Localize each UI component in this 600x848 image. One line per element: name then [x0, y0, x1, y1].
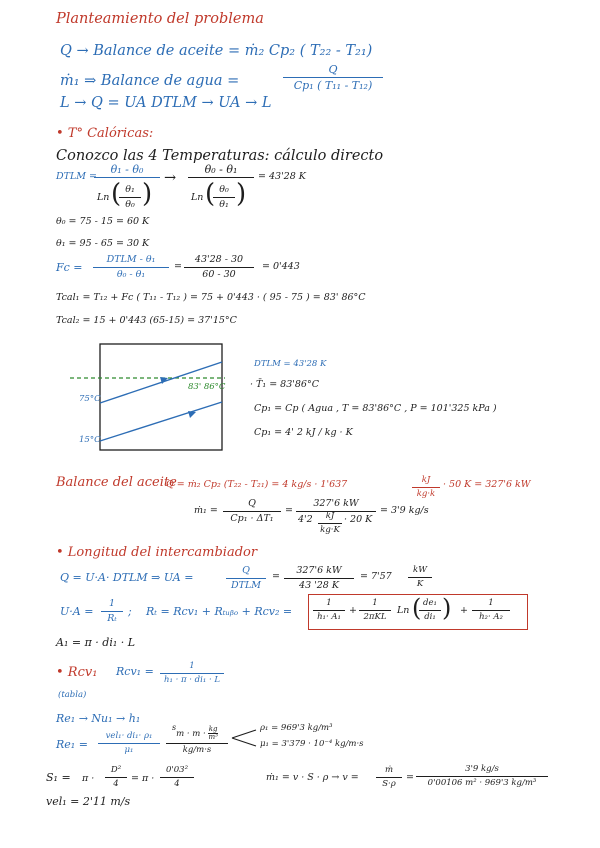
dtlm-frac-2-num: θ₀ - θ₁: [204, 163, 238, 176]
box-plus-1: +: [349, 605, 357, 616]
dtlm-ln-1: Ln: [97, 192, 110, 203]
m1-equals: =: [285, 505, 293, 516]
dtlm-result: = 43'28 K: [258, 171, 306, 182]
dtlm-label: DTLM =: [56, 171, 97, 182]
dtlm-frac-1-num: θ₁ - θ₀: [110, 163, 144, 176]
re-nu-h-chain: Re₁ → Nu₁ → h₁: [56, 712, 141, 725]
re1-units-kg: kg: [208, 725, 218, 733]
mdot-line: ṁ₁ = v · S · ρ → v =: [266, 772, 359, 783]
title-planteamiento: Planteamiento del problema: [56, 11, 264, 27]
box-term-1: [313, 599, 345, 621]
diagram-cp1-value: Cp₁ = 4' 2 kJ / kg · K: [254, 427, 353, 438]
m1-den-unit: [318, 512, 342, 534]
dtlm-inner-frac-1-num: θ₁: [125, 184, 135, 195]
dtlm-frac-1-bar: [94, 177, 160, 178]
line-balance-agua: ṁ₁ ⇒ Balance de agua =: [60, 73, 240, 89]
vel1: vel₁ = 2'11 m/s: [46, 795, 131, 808]
m1-den-4-2: 4'2: [298, 514, 313, 525]
title-longitud: • Longitud del intercambiador: [56, 545, 258, 560]
re1-units-s: s: [172, 723, 177, 732]
title-rcv1: • Rcv₁: [56, 665, 98, 680]
dtlm-paren-open-2: (: [205, 179, 216, 209]
tcal-2: Tcal₂ = 15 + 0'443 (65-15) = 37'15°C: [56, 315, 237, 326]
fc-frac-2: [184, 255, 254, 279]
m1-frac-1-den: Cp₁ · ΔT₁: [230, 512, 274, 524]
m1-frac-1-num: Q: [248, 498, 256, 509]
fc-equals: =: [174, 261, 182, 272]
re1-units-mm: m · m ·: [176, 729, 206, 739]
s1-label: S₁ =: [46, 771, 71, 784]
line-balance-aceite-pre: Q → Balance de aceite =: [60, 43, 241, 59]
dtlm-inner-frac-2-num: θ₀: [219, 184, 229, 195]
re1-frac: [98, 732, 160, 754]
mu1: μ₁ = 3'379 · 10⁻⁴ kg/m·s: [260, 739, 364, 749]
dtlm-inner-frac-1-den: θ₀: [125, 198, 135, 210]
cold-stream-arrow-icon: [188, 411, 196, 418]
dtlm-paren-open-1: (: [111, 179, 122, 209]
balance-aceite-result: · 50 K = 327'6 kW: [443, 479, 531, 490]
m1-label: ṁ₁ =: [194, 505, 218, 516]
re1-units-m3: m³: [208, 733, 218, 741]
frac-num: Q: [328, 63, 338, 76]
box-ln: Ln: [397, 605, 410, 616]
ua-line: Q = U·A· DTLM ⇒ UA =: [60, 571, 194, 584]
re1-frac-den: μ₁: [124, 744, 134, 755]
dtlm-frac-2: [188, 164, 254, 178]
dtlm-inner-frac-2-den: θ₁: [219, 198, 229, 210]
diagram-t1: · T̄₁ = 83'86°C: [250, 379, 319, 390]
mdot-frac-2-den: 0'00106 m² · 969'3 kg/m³: [427, 777, 537, 788]
s1-mid: = π ·: [131, 773, 155, 784]
fc-frac-1-den: θ₀ - θ₁: [116, 268, 146, 280]
fc-result: = 0'443: [262, 261, 300, 272]
frac-den: Cp₁ ( T₁₁ - T₁₂): [293, 79, 373, 92]
re1-frac-num: vel₁· di₁· ρ₁: [105, 731, 153, 741]
line-balance-aceite-eq: ṁ₂ Cp₂ ( T₂₂ - T₂₁): [244, 43, 373, 59]
dtlm-inner-frac-2: [213, 185, 235, 209]
theta-1: θ₁ = 95 - 65 = 30 K: [56, 238, 150, 249]
ua-result-unit: [408, 566, 432, 588]
cold-stream-line: [100, 402, 222, 441]
box-term-3-num: 1: [488, 598, 494, 608]
line-balance-aceite: [60, 44, 372, 59]
ua-equals: =: [272, 571, 280, 582]
rt-sum: Rₜ = Rcv₁ + Rₜᵤᵦₒ + Rcv₂ =: [146, 605, 293, 618]
line-longitud: L → Q = UA DTLM → UA → L: [60, 95, 272, 111]
fc-frac-2-den: 60 - 30: [202, 268, 236, 280]
ua-rt-frac-num: 1: [108, 598, 116, 609]
theta-0: θ₀ = 75 - 15 = 60 K: [56, 216, 150, 227]
s1-frac-2: [160, 766, 194, 788]
box-term-1-num: 1: [326, 598, 332, 608]
diagram-dtlm: DTLM = 43'28 K: [254, 359, 327, 369]
area-a1: A₁ = π · di₁ · L: [56, 636, 136, 649]
ua-rt-frac: [101, 599, 123, 623]
re1-units-den: kg/m·s: [182, 745, 212, 755]
fc-frac-1-num: DTLM - θ₁: [106, 254, 156, 265]
ua-frac-2-num: 327'6 kW: [296, 565, 342, 576]
box-term-2: [359, 599, 391, 621]
dtlm-paren-close-2: ): [236, 179, 247, 209]
box-ln-frac-num: de₁: [423, 598, 437, 608]
ua-frac-1-den: DTLM: [231, 579, 261, 591]
re1-label: Re₁ =: [56, 738, 88, 751]
diagram-label-75: 75°C: [79, 394, 101, 404]
box-paren-open: (: [412, 594, 422, 622]
fc-frac-2-num: 43'28 - 30: [194, 254, 244, 265]
ua-result: = 7'57: [360, 571, 392, 582]
balance-aceite-unit-den: kg·k: [416, 488, 436, 499]
tcal-1: Tcal₁ = T₁₂ + Fc ( T₁₁ - T₁₂ ) = 75 + 0'443 · ( 95 - 75 ) = 83' 86°C: [56, 292, 366, 303]
fc-label: Fc =: [56, 261, 83, 274]
m1-den-unit-num: kJ: [325, 511, 335, 521]
mdot-frac-1: [376, 766, 402, 788]
m1-frac-2: [296, 499, 376, 512]
box-term-3-den: h₂· A₂: [479, 611, 503, 622]
diagram-label-15: 15°C: [79, 435, 101, 445]
s1-frac-1-den: 4: [113, 778, 119, 789]
ua-frac-1-num: Q: [242, 565, 250, 576]
mdot-equals: =: [406, 772, 414, 783]
fc-frac-1: [93, 255, 169, 279]
s1-frac-2-den: 4: [174, 778, 180, 789]
dtlm-ln-2: Ln: [191, 192, 204, 203]
mdot-frac-2-num: 3'9 kg/s: [465, 764, 499, 774]
title-temp-caloricas: • T° Calóricas:: [56, 126, 154, 141]
box-ln-frac: [419, 599, 441, 621]
dtlm-frac-1: [94, 164, 160, 178]
s1-frac-1-num: D²: [110, 765, 122, 775]
box-term-2-den: 2πKL: [363, 611, 387, 622]
rcv1-frac-num: 1: [189, 661, 195, 671]
line-conozco: Conozco las 4 Temperaturas: cálculo directo: [56, 148, 384, 164]
balance-aceite-eq: Q = ṁ₂ Cp₂ (T₂₂ - T₂₁) = 4 kg/s · 1'637: [166, 479, 348, 490]
frac-balance-agua: [283, 64, 383, 91]
m1-frac-1: [223, 499, 281, 523]
rcv1-frac-den: h₁ · π · di₁ · L: [164, 674, 220, 685]
rcv1-label: Rcv₁ =: [116, 665, 154, 678]
box-term-1-den: h₁· A₁: [317, 611, 341, 622]
ua-rt-sep: ;: [128, 605, 132, 618]
m1-den-unit-den: kg·K: [320, 524, 340, 535]
mdot-frac-1-den: S·ρ: [382, 778, 396, 789]
m1-den-20k: · 20 K: [344, 514, 373, 525]
dtlm-arrow: →: [164, 170, 177, 186]
m1-frac-2-num: 327'6 kW: [313, 498, 359, 509]
ua-rt-frac-den: Rₜ: [107, 612, 117, 624]
diagram-label-83: 83' 86°C: [188, 382, 226, 392]
re1-arrows-icon: [230, 726, 260, 750]
ua-frac-2-den: 43 '28 K: [299, 579, 339, 591]
box-paren-close: ): [442, 594, 452, 622]
ua-frac-2: [284, 566, 354, 590]
rcv1-frac: [160, 662, 224, 684]
mdot-frac-1-num: ṁ: [384, 765, 394, 775]
ua-frac-1: [226, 566, 266, 590]
box-plus-2: +: [460, 605, 468, 616]
s1-frac-2-num: 0'03²: [166, 765, 188, 775]
balance-aceite-unit: [412, 476, 440, 498]
box-term-2-num: 1: [372, 598, 378, 608]
title-balance-aceite: Balance del aceite: [56, 475, 177, 490]
box-term-3: [472, 599, 510, 621]
diagram-cp1-def: Cp₁ = Cp ( Agua , T = 83'86°C , P = 101'325 kPa ): [254, 403, 497, 414]
mdot-frac-2: [416, 765, 548, 787]
re1-units-kgm3: [208, 726, 217, 741]
ua-result-unit-den: K: [416, 578, 424, 589]
box-ln-frac-den: di₁: [424, 611, 436, 622]
ua-result-unit-num: kW: [413, 565, 427, 575]
dtlm-paren-close-1: ): [142, 179, 153, 209]
rho1: ρ₁ = 969'3 kg/m³: [260, 723, 333, 733]
ua-rt-label: U·A =: [60, 605, 94, 618]
s1-pi: π ·: [82, 773, 95, 784]
tabla-note: (tabla): [58, 690, 87, 700]
balance-aceite-unit-num: kJ: [421, 475, 431, 485]
dtlm-frac-2-bar: [188, 177, 254, 178]
s1-frac-1: [105, 766, 127, 788]
dtlm-inner-frac-1: [119, 185, 141, 209]
m1-result: = 3'9 kg/s: [380, 505, 429, 516]
